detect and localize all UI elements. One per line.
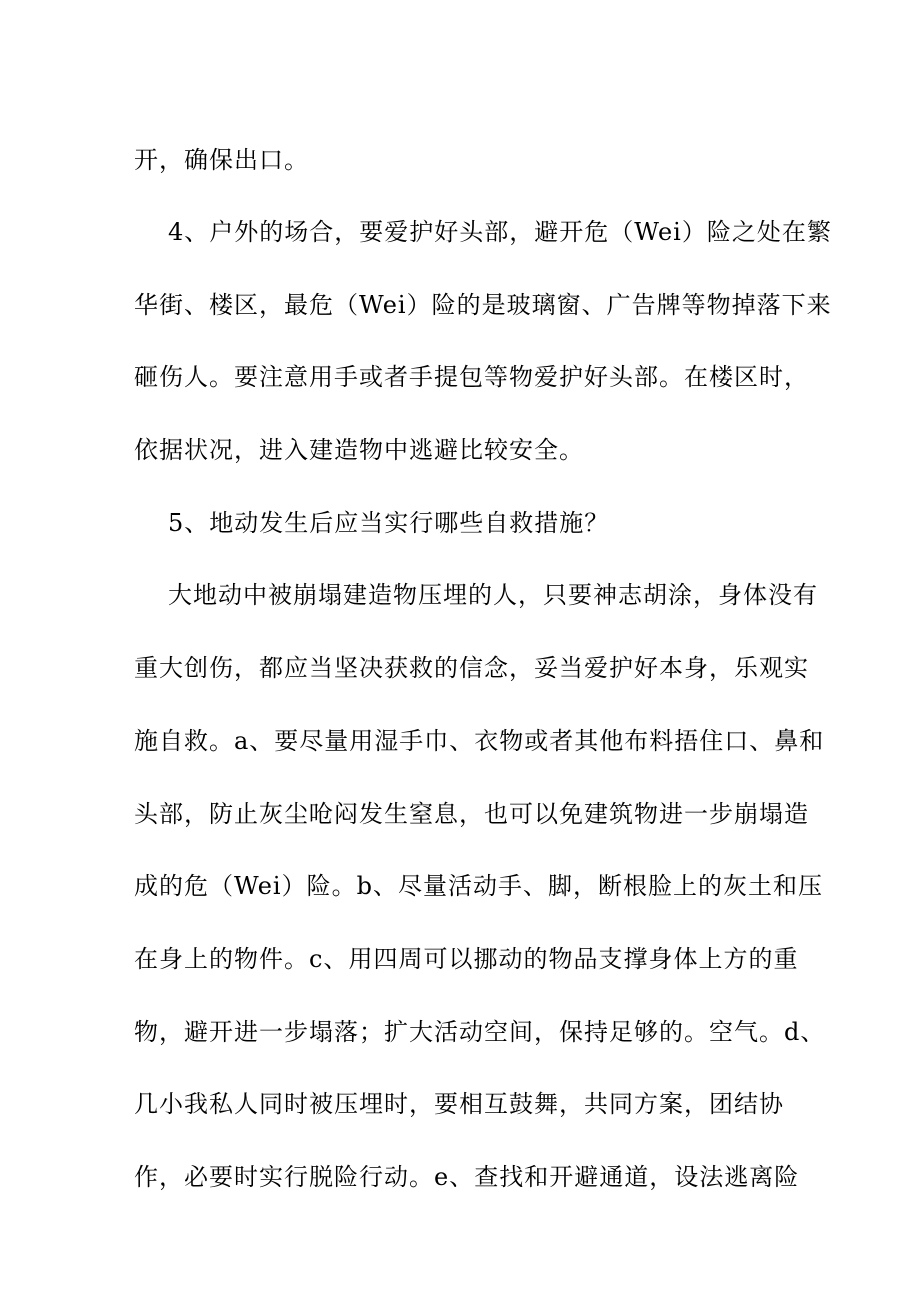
text-line: 成的危（Wei）险。b、尽量活动手、脚，断根脸上的灰土和压 [134, 872, 823, 900]
text-line: 大地动中被崩塌建造物压埋的人，只要神志胡涂，身体没有 [168, 581, 818, 609]
text-line: 物，避开进一步塌落；扩大活动空间，保持足够的。空气。d、 [134, 1018, 826, 1046]
text-line: 华街、楼区，最危（Wei）险的是玻璃窗、广告牌等物掉落下来 [134, 291, 832, 319]
text-line: 依据状况，进入建造物中逃避比较安全。 [134, 436, 584, 464]
text-line: 4、户外的场合，要爱护好头部，避开危（Wei）险之处在繁 [168, 218, 832, 246]
text-line: 重大创伤，都应当坚决获救的信念，妥当爱护好本身，乐观实 [134, 654, 809, 682]
text-line: 施自救。a、要尽量用湿手巾、衣物或者其他布料捂住口、鼻和 [134, 727, 825, 755]
text-line: 在身上的物件。c、用四周可以挪动的物品支撑身体上方的重 [134, 945, 799, 973]
text-line: 5、地动发生后应当实行哪些自救措施？ [168, 509, 610, 537]
text-line: 砸伤人。要注意用手或者手提包等物爱护好头部。在楼区时， [134, 363, 809, 391]
text-line: 作，必要时实行脱险行动。e、查找和开避通道，设法逃离险 [134, 1163, 800, 1191]
text-line: 开，确保出口。 [134, 146, 309, 174]
text-line: 几小我私人同时被压埋时，要相互鼓舞，共同方案，团结协 [134, 1090, 784, 1118]
text-line: 头部，防止灰尘呛闷发生窒息，也可以免建筑物进一步崩塌造 [134, 800, 809, 828]
